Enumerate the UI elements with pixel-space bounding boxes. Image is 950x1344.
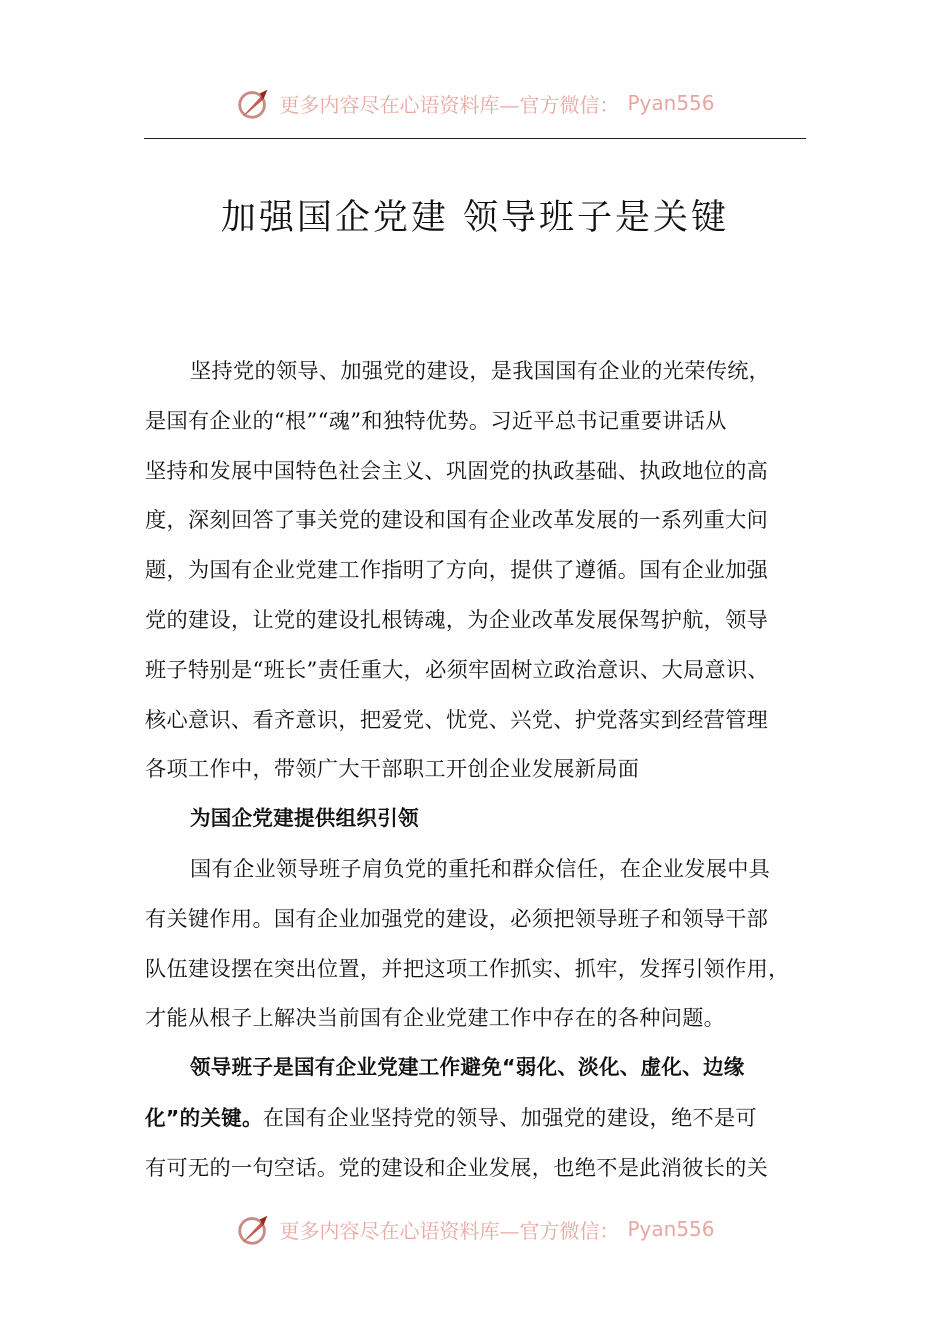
header-watermark (0, 84, 950, 122)
text-line (145, 1093, 821, 1143)
header-divider (144, 138, 806, 139)
watermark-wechat-id: Pyan556 (627, 1217, 715, 1241)
text-line: 度，深刻回答了事关党的建设和国有企业改革发展的一系列重大问 (145, 507, 769, 533)
text-line: 是国有企业的“根”“魂”和独特优势。习近平总书记重要讲话从 (145, 407, 727, 433)
document-title: 加强国企党建 领导班子是关键 (220, 198, 730, 238)
text-line: 坚持和发展中国特色社会主义、巩固党的执政基础、执政地位的高 (145, 457, 769, 483)
paragraph-leadership-role (145, 844, 821, 1043)
text-line: 核心意识、看齐意识，把爱党、忧党、兴党、护党落实到经营管理 (145, 706, 769, 732)
text-line: 队伍建设摆在突出位置，并把这项工作抓实、抓牢，发挥引领作用， (145, 955, 790, 981)
section-heading: 为国企党建提供组织引领 (190, 806, 419, 831)
text-run: 在国有企业坚持党的领导、加强党的建设，绝不是可 (262, 1104, 757, 1130)
bold-lead-line: 领导班子是国有企业党建工作避免“弱化、淡化、虚化、边缘 (190, 1055, 745, 1080)
watermark-wechat-id: Pyan556 (627, 91, 715, 115)
text-line: 党的建设，让党的建设扎根铸魂，为企业改革发展保驾护航，领导 (145, 606, 769, 632)
paragraph-key-point (145, 1043, 821, 1192)
text-line: 才能从根子上解决当前国有企业党建工作中存在的各种问题。 (145, 1005, 726, 1031)
text-line: 有可无的一句空话。党的建设和企业发展，也绝不是此消彼长的关 (145, 1154, 769, 1180)
text-line: 题，为国有企业党建工作指明了方向，提供了遵循。国有企业加强 (145, 557, 769, 583)
text-line: 各项工作中，带领广大干部职工开创企业发展新局面 (145, 756, 640, 782)
text-line: 有关键作用。国有企业加强党的建设，必须把领导班子和领导干部 (145, 905, 769, 931)
document-body (145, 346, 821, 1193)
text-line: 班子特别是“班长”责任重大，必须牢固树立政治意识、大局意识、 (145, 656, 769, 682)
watermark-text: 更多内容尽在心语资料库—官方微信： (279, 1218, 620, 1243)
footer-watermark (0, 1210, 950, 1248)
bold-lead-end: 化”的关键。 (145, 1105, 263, 1130)
quill-logo-icon (235, 1210, 273, 1248)
watermark-text: 更多内容尽在心语资料库—官方微信： (279, 92, 620, 117)
text-line: 坚持党的领导、加强党的建设，是我国国有企业的光荣传统， (190, 358, 771, 383)
paragraph-intro (145, 346, 821, 794)
text-line: 国有企业领导班子肩负党的重托和群众信任，在企业发展中具 (190, 855, 771, 881)
quill-logo-icon (235, 84, 273, 122)
